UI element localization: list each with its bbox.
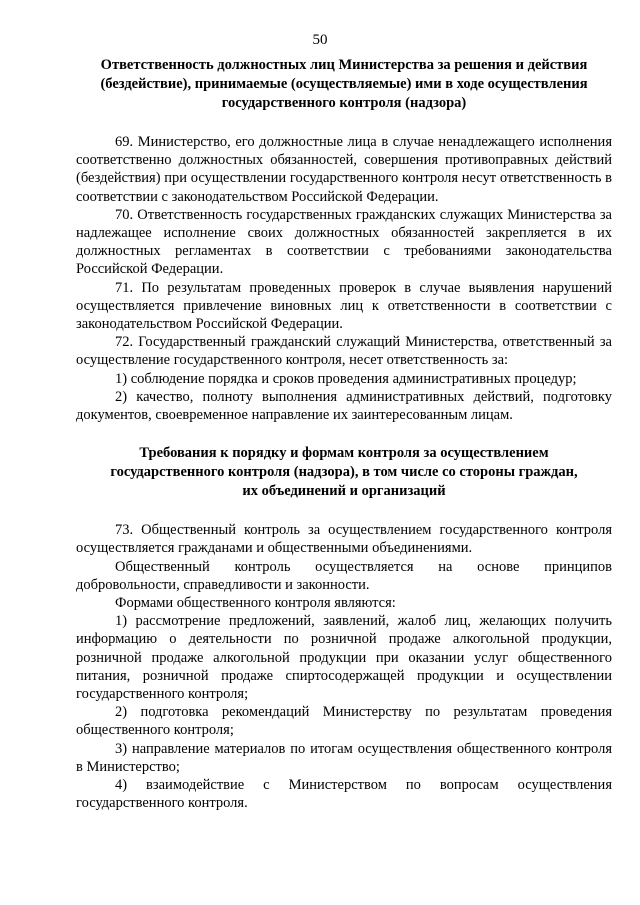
paragraph-form-item-2: 2) подготовка рекомендаций Министерству по результатам проведения общественного контроля; bbox=[76, 704, 612, 739]
section-heading-responsibility bbox=[76, 56, 612, 113]
paragraph-71: 71. По результатам проведенных проверок в случае выявления нарушений осуществляется привлечение виновных лиц к ответственности в соответствии с законодательством Российской Федерации. bbox=[76, 279, 612, 333]
heading-line: государственного контроля (надзора), в том числе со стороны граждан, bbox=[110, 464, 578, 481]
heading-line: Ответственность должностных лиц Министерства за решения и действия bbox=[100, 57, 588, 73]
paragraph-form-item-3: 3) направление материалов по итогам осуществления общественного контроля в Министерство; bbox=[76, 740, 612, 775]
heading-line: (бездействие), принимаемые (осуществляемые) ими в ходе осуществления bbox=[100, 76, 588, 92]
paragraph-public-control-principles: Общественный контроль осуществляется на основе принципов добровольности, справедливости и законности. bbox=[76, 558, 612, 593]
paragraph-70: 70. Ответственность государственных гражданских служащих Министерства за надлежащее исполнение своих должностных обязанностей закрепляется в их должностных регламентах в соответствии с требованиями законодательства Российской Федерации. bbox=[76, 206, 612, 278]
paragraph-form-item-1: 1) рассмотрение предложений, заявлений, жалоб лиц, желающих получить информацию о деятельности по розничной продаже алкогольной продукции, розничной продаже алкогольной продукции при оказании услуг общественного питания, розничной продаже спиртосодержащей продукции и осуществлении государственного контроля; bbox=[76, 613, 612, 703]
heading-line: их объединений и организаций bbox=[242, 483, 446, 500]
paragraph-72: 72. Государственный гражданский служащий Министерства, ответственный за осуществление государственного контроля, несет ответственность за: bbox=[76, 334, 612, 369]
page-content bbox=[76, 56, 612, 813]
section-heading-control-requirements bbox=[76, 444, 612, 501]
paragraph-69: 69. Министерство, его должностные лица в случае ненадлежащего исполнения соответственно должностных обязанностей, совершения противоправных действий (бездействия) при осуществлении государственного контроля несут ответственность в соответствии с законодательством Российской Федерации. bbox=[76, 134, 612, 205]
paragraph-72-item-2: 2) качество, полноту выполнения административных действий, подготовку документов, своевременное направление их заинтересованным лицам. bbox=[76, 388, 612, 424]
heading-line: Требования к порядку и формам контроля за осуществлением bbox=[139, 445, 549, 462]
paragraph-72-item-1: 1) соблюдение порядка и сроков проведения административных процедур; bbox=[115, 370, 577, 387]
paragraph-form-item-4: 4) взаимодействие с Министерством по вопросам осуществления государственного контроля. bbox=[76, 777, 612, 812]
paragraph-forms-intro: Формами общественного контроля являются: bbox=[115, 595, 396, 612]
heading-line: государственного контроля (надзора) bbox=[221, 95, 467, 111]
page-number: 50 bbox=[312, 32, 328, 48]
paragraph-73: 73. Общественный контроль за осуществлением государственного контроля осуществляется гражданами и общественными объединениями. bbox=[76, 522, 612, 557]
